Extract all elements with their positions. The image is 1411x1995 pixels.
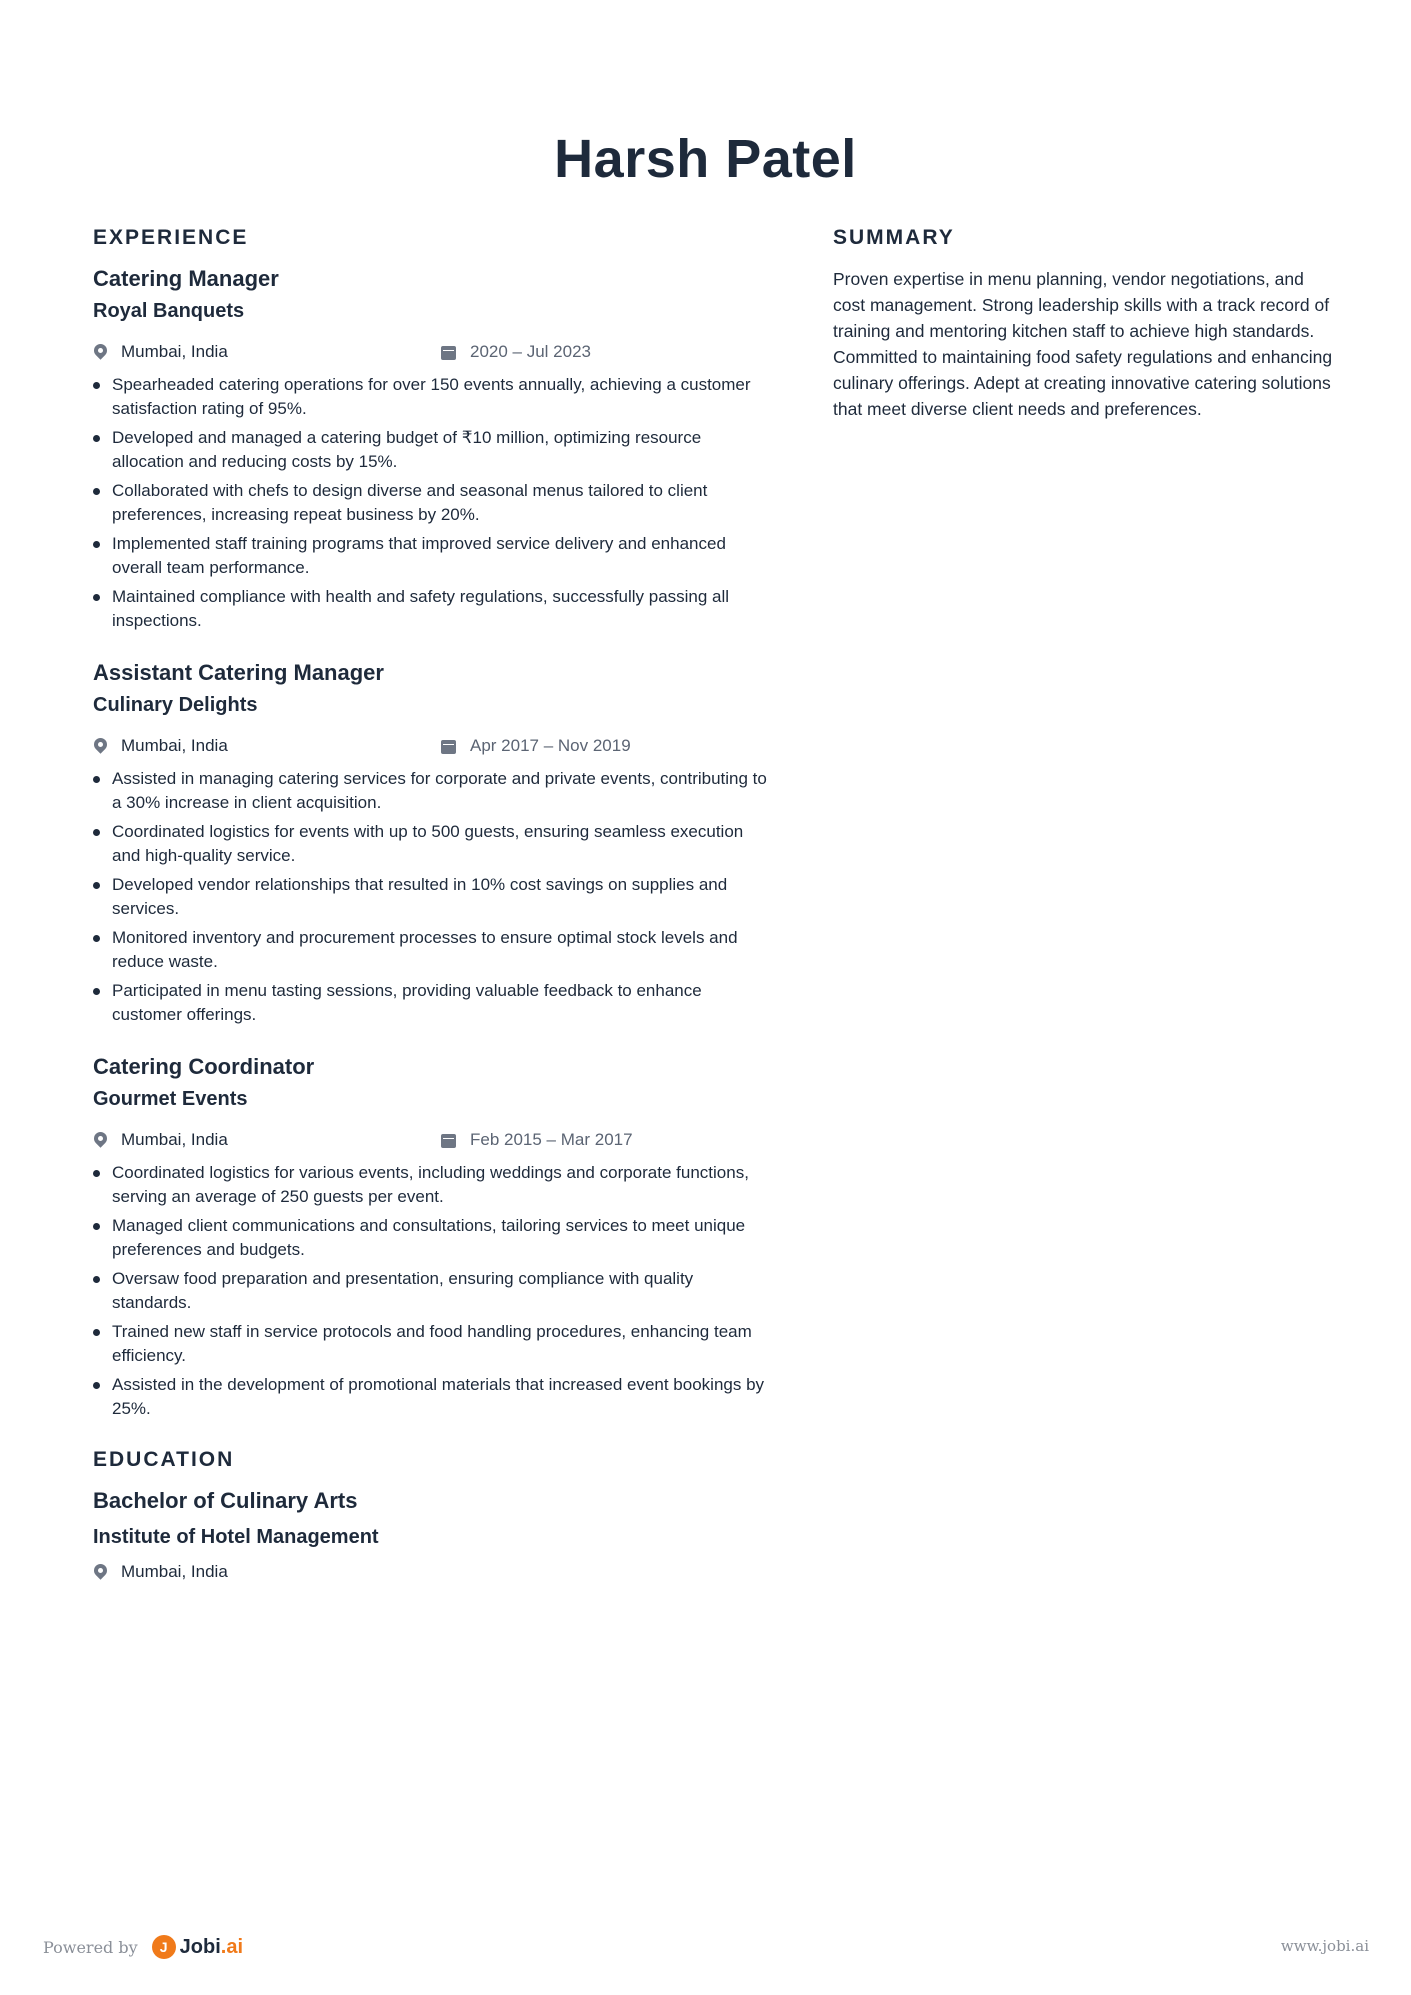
calendar-icon	[441, 345, 456, 360]
bullet-item: Maintained compliance with health and safety regulations, successfully passing all inspections.	[93, 585, 773, 632]
job-bullets	[93, 373, 773, 632]
job-bullets	[93, 767, 773, 1026]
job-title: Assistant Catering Manager	[93, 660, 384, 685]
degree-title: Bachelor of Culinary Arts	[93, 1488, 358, 1513]
footer-website-link[interactable]: www.jobi.ai	[1280, 1937, 1369, 1955]
pin-icon	[93, 738, 107, 754]
bullet-item: Spearheaded catering operations for over 150 events annually, achieving a customer satisfaction rating of 95%.	[93, 373, 773, 420]
job-entry	[93, 266, 773, 632]
job-location	[93, 342, 441, 362]
job-location	[93, 1130, 441, 1150]
location-text: Mumbai, India	[121, 342, 228, 361]
bullet-item: Managed client communications and consultations, tailoring services to meet unique preferences and budgets.	[93, 1214, 773, 1261]
bullet-item: Trained new staff in service protocols and food handling procedures, enhancing team efficiency.	[93, 1320, 773, 1367]
pin-icon	[93, 344, 107, 360]
powered-by-label: Powered by	[43, 1937, 138, 1957]
job-entry	[93, 660, 773, 1026]
dates-text: Feb 2015 – Mar 2017	[470, 1130, 633, 1149]
bullet-item: Developed and managed a catering budget of ₹10 million, optimizing resource allocation and reducing costs by 15%.	[93, 426, 773, 473]
dates-text: 2020 – Jul 2023	[470, 342, 591, 361]
experience-heading: EXPERIENCE	[93, 226, 249, 249]
job-meta	[93, 735, 773, 757]
jobi-logo-icon: J	[152, 1935, 176, 1959]
location-text: Mumbai, India	[121, 736, 228, 755]
job-dates	[441, 736, 631, 756]
job-title: Catering Coordinator	[93, 1054, 315, 1079]
footer-powered-by	[43, 1935, 243, 1959]
job-meta	[93, 341, 773, 363]
job-dates	[441, 1130, 633, 1150]
bullet-item: Collaborated with chefs to design diverse and seasonal menus tailored to client preferences, increasing repeat business by 20%.	[93, 479, 773, 526]
calendar-icon	[441, 1133, 456, 1148]
summary-text: Proven expertise in menu planning, vendor negotiations, and cost management. Strong leadership skills with a track record of training and mentoring kitchen staff to achieve high standards. Committed to maintaining food safety regulations and enhancing culinary offerings. Adept at creating innovative catering solutions that meet diverse client needs and preferences.	[833, 269, 1333, 419]
right-column	[833, 226, 1333, 422]
bullet-item: Coordinated logistics for events with up to 500 guests, ensuring seamless execution and high-quality service.	[93, 820, 773, 867]
bullet-item: Oversaw food preparation and presentation, ensuring compliance with quality standards.	[93, 1267, 773, 1314]
summary-heading: SUMMARY	[833, 226, 955, 249]
page-title: Harsh Patel	[554, 129, 857, 189]
job-meta	[93, 1129, 773, 1151]
bullet-item: Implemented staff training programs that improved service delivery and enhanced overall team performance.	[93, 532, 773, 579]
company-name: Gourmet Events	[93, 1088, 248, 1110]
school-name: Institute of Hotel Management	[93, 1526, 379, 1548]
education-heading: EDUCATION	[93, 1448, 235, 1471]
company-name: Culinary Delights	[93, 694, 258, 716]
job-dates	[441, 342, 591, 362]
jobi-logo-text: Jobi.ai	[179, 1935, 244, 1958]
bullet-item: Monitored inventory and procurement processes to ensure optimal stock levels and reduce waste.	[93, 926, 773, 973]
dates-text: Apr 2017 – Nov 2019	[470, 736, 631, 755]
left-column	[93, 226, 773, 1593]
bullet-item: Coordinated logistics for various events, including weddings and corporate functions, serving an average of 250 guests per event.	[93, 1161, 773, 1208]
company-name: Royal Banquets	[93, 300, 245, 322]
bullet-item: Assisted in the development of promotional materials that increased event bookings by 25%.	[93, 1373, 773, 1420]
bullet-item: Developed vendor relationships that resulted in 10% cost savings on supplies and services.	[93, 873, 773, 920]
pin-icon	[93, 1564, 107, 1580]
education-location	[93, 1562, 441, 1582]
job-bullets	[93, 1161, 773, 1420]
bullet-item: Participated in menu tasting sessions, providing valuable feedback to enhance customer offerings.	[93, 979, 773, 1026]
bullet-item: Assisted in managing catering services for corporate and private events, contributing to a 30% increase in client acquisition.	[93, 767, 773, 814]
location-text: Mumbai, India	[121, 1130, 228, 1149]
jobi-logo[interactable]	[152, 1935, 243, 1959]
education-section	[93, 1448, 773, 1583]
job-entry	[93, 1054, 773, 1420]
location-text: Mumbai, India	[121, 1562, 228, 1581]
job-location	[93, 736, 441, 756]
pin-icon	[93, 1132, 107, 1148]
calendar-icon	[441, 739, 456, 754]
education-meta	[93, 1561, 773, 1583]
job-title: Catering Manager	[93, 266, 279, 291]
